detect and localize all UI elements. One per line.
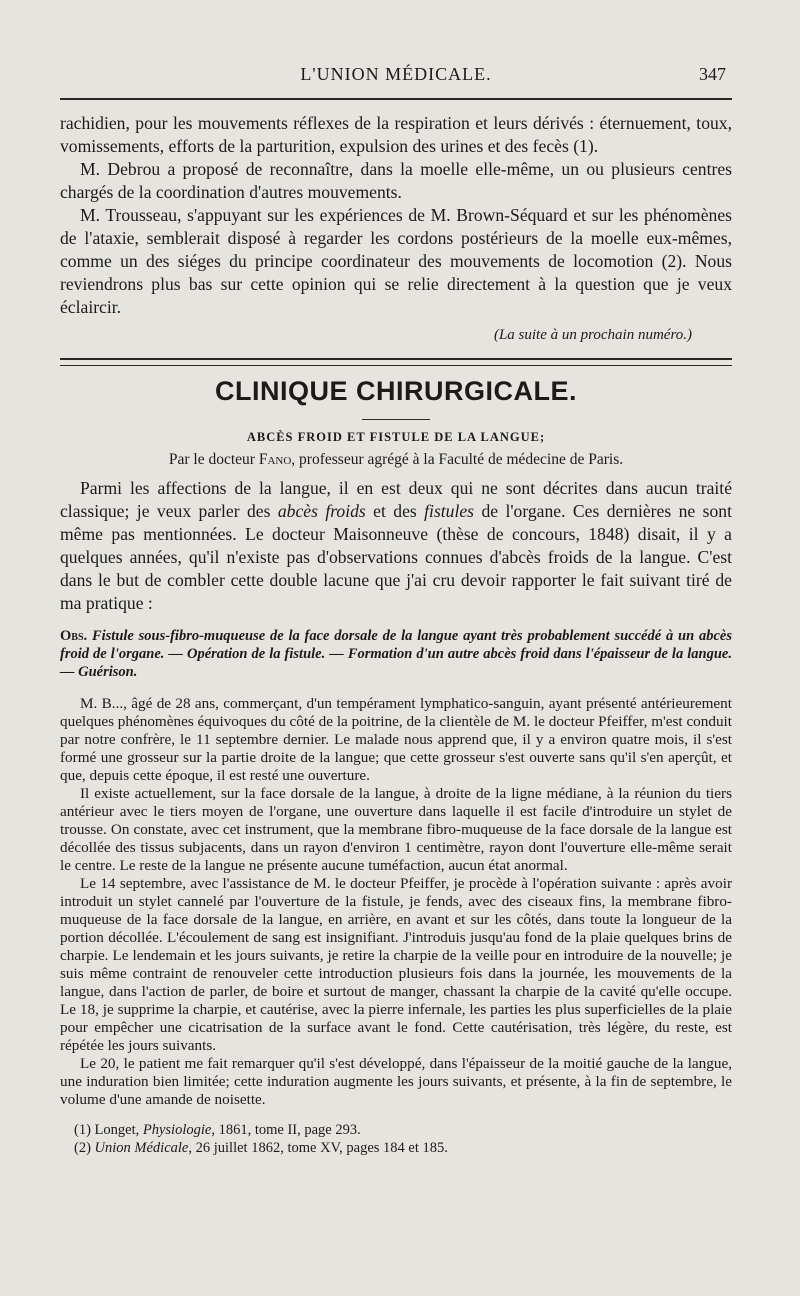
case-paragraph: M. B..., âgé de 28 ans, commerçant, d'un tempérament lymphatico-sanguin, ayant présenté antérieurement quelques phénomènes équivoques du côté de la poitrine, de la clientèle de M. le docteur Pfeiffer, m'est conduit par notre confrère, le 11 septembre dernier. Le malade nous apprend que, il y a environ quatre mois, il s'est formé une grosseur sur la partie droite de la langue; que cette grosseur s'est ouverte sans qu'il s'en aperçût, et que, depuis cette époque, il est resté une ouverture. [60, 695, 732, 784]
intro-text: de l'organe. Ces dernières ne sont même pas mentionnées. Le docteur Maisonneuve (thèse de concours, 1848) disait, il y a quelques années, qu'il n'existe pas d'observations connues d'abcès froids de la langue. C'est dans le but de combler cette double lacune que j'ai cru devoir rapporter le fait suivant tiré de ma pratique : [60, 501, 732, 613]
observation-label: Obs. [60, 628, 88, 644]
continuation-paragraph: M. Debrou a proposé de reconnaître, dans la moelle elle-même, un ou plusieurs centres chargés de la coordination d'autres mouvements. [60, 159, 732, 202]
author-suffix: , professeur agrégé à la Faculté de médecine de Paris. [291, 451, 624, 468]
observation-text: Fistule sous-fibro-muqueuse de la face dorsale de la langue ayant très probablement succédé à un abcès froid de l'organe. — Opération de la fistule. — Formation d'un autre abcès froid dans l'épaisseur de la langue. — Guérison. [60, 628, 732, 680]
continuation-note: (La suite à un prochain numéro.) [493, 327, 692, 343]
intro-emphasis: abcès froids [277, 501, 366, 521]
footnote-text: , 1861, tome II, page 293. [211, 1122, 361, 1138]
footnote-emphasis: Union Médicale [94, 1140, 189, 1156]
continuation-paragraph: M. Trousseau, s'appuyant sur les expériences de M. Brown-Séquard et sur les phénomènes de l'ataxie, semblerait disposé à regarder les cordons postérieurs de la moelle eux-mêmes, comme un des siéges du principe coordinateur des mouvements de locomotion (2). Nous reviendrons plus bas sur cette opinion qui se relie directement à la question que je veux éclaircir. [60, 205, 732, 317]
intro-paragraph [60, 477, 732, 615]
page-header [60, 60, 732, 92]
footnote-text: , 26 juillet 1862, tome XV, pages 184 et 185. [188, 1140, 448, 1156]
page-number: 347 [699, 64, 726, 84]
footnote-text: (1) Longet, [74, 1122, 143, 1138]
author-prefix: Par le docteur [168, 451, 259, 468]
article-author [60, 451, 732, 469]
footnotes [60, 1121, 732, 1157]
intro-emphasis: fistules [424, 501, 475, 521]
footnote-2 [60, 1139, 732, 1157]
footnote-emphasis: Physiologie [142, 1122, 212, 1138]
case-paragraph: Il existe actuellement, sur la face dorsale de la langue, à droite de la ligne médiane, à la réunion du tiers antérieur avec le tiers moyen de l'organe, une ouverture dans laquelle il est facile d'introduire un stylet de trousse. On constate, avec cet instrument, que la membrane fibro-muqueuse de la face dorsale de la langue est décollée des tissus subjacents, dans un rayon d'environ 1 centimètre, rayon dont l'ouverture elle-même serait le centre. Le reste de la langue ne présente aucune tuméfaction, aucun état anormal. [60, 785, 732, 874]
footnote-1 [60, 1121, 732, 1139]
continuation-paragraph: rachidien, pour les mouvements réflexes de la respiration et leurs dérivés : éternuement, toux, vomissements, efforts de la parturition, expulsion des urines et des fecès (1). [60, 113, 732, 156]
article-title: ABCÈS FROID ET FISTULE DE LA LANGUE; [246, 430, 546, 444]
title-rule [362, 419, 430, 420]
observation-heading [60, 627, 732, 681]
case-paragraph: Le 20, le patient me fait remarquer qu'il s'est développé, dans l'épaisseur de la moitié gauche de la langue, une induration bien limitée; cette induration augmente les jours suivants, et présente, à la fin de septembre, le volume d'une amande de noisette. [60, 1055, 732, 1108]
footnote-text: (2) [74, 1140, 95, 1156]
intro-text: et des [365, 501, 425, 521]
case-paragraph: Le 14 septembre, avec l'assistance de M. le docteur Pfeiffer, je procède à l'opération suivante : après avoir introduit un stylet cannelé par l'ouverture de la fistule, je fends, avec des ciseaux fins, la membrane fibro-muqueuse de la face dorsale de la langue, en arrière, en avant et sur les côtés, dans toute la longueur de la portion décollée. L'écoulement de sang est insignifiant. J'introduis jusqu'au fond de la plaie quelques brins de charpie. Le lendemain et les jours suivants, je retire la charpie de la veille pour en introduire de la nouvelle; je suis même contraint de renouveler cette introduction plusieurs fois dans la journée, les mouvements de la langue, dans l'action de parler, de boire et surtout de manger, chassant la charpie de la cavité qu'elle occupe. Le 18, je supprime la charpie, et cautérise, avec la pierre infernale, les parties les plus superficielles de la plaie pour empêcher une cicatrisation de la surface avant le fond. Cette cautérisation, très légère, du reste, est répétée les jours suivants. [60, 875, 732, 1054]
header-rule [60, 98, 732, 100]
page-content [60, 112, 732, 1157]
section-title: CLINIQUE CHIRURGICALE. [215, 376, 577, 406]
author-name: Fano [258, 451, 292, 468]
running-title: L'UNION MÉDICALE. [300, 64, 492, 84]
intro-text: Parmi les affections de la langue, il en est deux qui ne sont décrites dans aucun traité classique; je veux parler des [60, 478, 732, 521]
section-divider [60, 358, 732, 366]
